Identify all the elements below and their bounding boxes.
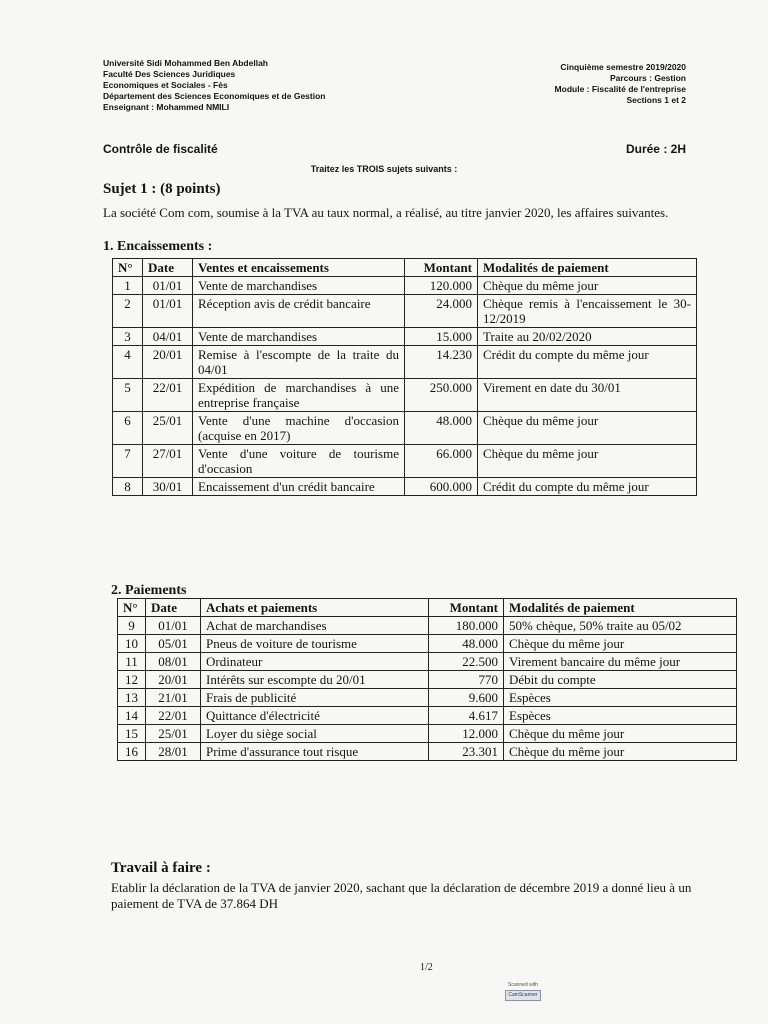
- header-line: Faculté Des Sciences Juridiques: [103, 69, 236, 79]
- row-payment-mode: Espèces: [504, 707, 737, 725]
- table-header-row: [113, 259, 697, 277]
- row-date: 04/01: [143, 328, 193, 346]
- row-payment-mode: Chèque remis à l'encaissement le 30-12/2019: [478, 295, 697, 328]
- row-label: Quittance d'électricité: [201, 707, 429, 725]
- section-title-encaissements: 1. Encaissements :: [103, 239, 213, 254]
- table-row: [118, 707, 737, 725]
- scanner-watermark: [503, 982, 543, 1001]
- row-payment-mode: Chèque du même jour: [478, 412, 697, 445]
- row-date: 21/01: [146, 689, 201, 707]
- row-label: Intérêts sur escompte du 20/01: [201, 671, 429, 689]
- table-row: [118, 671, 737, 689]
- table-row: [113, 478, 697, 496]
- paiements-table: [117, 598, 737, 761]
- row-payment-mode: Crédit du compte du même jour: [478, 346, 697, 379]
- column-header: Modalités de paiement: [478, 259, 697, 277]
- row-amount: 4.617: [429, 707, 504, 725]
- column-header: Date: [146, 599, 201, 617]
- row-date: 01/01: [146, 617, 201, 635]
- table-row: [113, 379, 697, 412]
- row-date: 25/01: [143, 412, 193, 445]
- row-label: Vente d'une voiture de tourisme d'occasion: [193, 445, 405, 478]
- table-row: [118, 743, 737, 761]
- row-amount: 14.230: [405, 346, 478, 379]
- row-date: 01/01: [143, 295, 193, 328]
- row-number: 13: [118, 689, 146, 707]
- row-number: 10: [118, 635, 146, 653]
- table-row: [118, 725, 737, 743]
- table-row: [113, 445, 697, 478]
- exam-duration: Durée : 2H: [625, 142, 686, 156]
- header-line: Cinquième semestre 2019/2020: [560, 62, 686, 72]
- row-number: 9: [118, 617, 146, 635]
- column-header: Montant: [429, 599, 504, 617]
- row-payment-mode: Chèque du même jour: [504, 725, 737, 743]
- row-payment-mode: Traite au 20/02/2020: [478, 328, 697, 346]
- subject-intro: La société Com com, soumise à la TVA au taux normal, a réalisé, au titre janvier 2020, les affaires suivantes.: [103, 205, 669, 220]
- row-date: 25/01: [146, 725, 201, 743]
- subject-title: Sujet 1 : (8 points): [103, 181, 221, 197]
- camscanner-logo: CamScanner: [505, 990, 541, 1001]
- header-line: Université Sidi Mohammed Ben Abdellah: [103, 58, 268, 68]
- row-label: Frais de publicité: [201, 689, 429, 707]
- column-header: Montant: [405, 259, 478, 277]
- course-header: [486, 62, 686, 106]
- row-amount: 48.000: [405, 412, 478, 445]
- exam-title: Contrôle de fiscalité: [103, 142, 218, 156]
- row-date: 28/01: [146, 743, 201, 761]
- row-label: Pneus de voiture de tourisme: [201, 635, 429, 653]
- row-amount: 24.000: [405, 295, 478, 328]
- row-label: Remise à l'escompte de la traite du 04/01: [193, 346, 405, 379]
- header-line: Enseignant : Mohammed NMILI: [103, 102, 230, 112]
- row-label: Vente d'une machine d'occasion (acquise en 2017): [193, 412, 405, 445]
- row-date: 22/01: [143, 379, 193, 412]
- row-payment-mode: Chèque du même jour: [478, 277, 697, 295]
- table-row: [113, 328, 697, 346]
- row-amount: 15.000: [405, 328, 478, 346]
- section-title-paiements: 2. Paiements: [111, 583, 187, 598]
- row-date: 20/01: [146, 671, 201, 689]
- row-label: Expédition de marchandises à une entreprise française: [193, 379, 405, 412]
- page-number: 1/2: [420, 962, 433, 973]
- table-row: [113, 412, 697, 445]
- row-number: 8: [113, 478, 143, 496]
- header-line: Sections 1 et 2: [626, 95, 686, 105]
- column-header: Modalités de paiement: [504, 599, 737, 617]
- row-label: Prime d'assurance tout risque: [201, 743, 429, 761]
- row-label: Vente de marchandises: [193, 277, 405, 295]
- row-payment-mode: 50% chèque, 50% traite au 05/02: [504, 617, 737, 635]
- row-amount: 12.000: [429, 725, 504, 743]
- column-header: N°: [113, 259, 143, 277]
- table-body: [113, 277, 697, 496]
- row-number: 11: [118, 653, 146, 671]
- row-payment-mode: Virement bancaire du même jour: [504, 653, 737, 671]
- row-payment-mode: Crédit du compte du même jour: [478, 478, 697, 496]
- row-amount: 600.000: [405, 478, 478, 496]
- column-header: N°: [118, 599, 146, 617]
- row-payment-mode: Chèque du même jour: [504, 743, 737, 761]
- row-amount: 770: [429, 671, 504, 689]
- row-label: Vente de marchandises: [193, 328, 405, 346]
- table-row: [113, 346, 697, 379]
- row-date: 30/01: [143, 478, 193, 496]
- row-date: 27/01: [143, 445, 193, 478]
- table-row: [118, 653, 737, 671]
- task-title: Travail à faire :: [111, 860, 211, 876]
- row-amount: 120.000: [405, 277, 478, 295]
- row-payment-mode: Chèque du même jour: [504, 635, 737, 653]
- table-row: [118, 617, 737, 635]
- row-payment-mode: Chèque du même jour: [478, 445, 697, 478]
- institution-header: [103, 58, 403, 113]
- row-number: 15: [118, 725, 146, 743]
- row-date: 05/01: [146, 635, 201, 653]
- column-header: Achats et paiements: [201, 599, 429, 617]
- table-header-row: [118, 599, 737, 617]
- header-line: Parcours : Gestion: [609, 73, 686, 83]
- row-amount: 23.301: [429, 743, 504, 761]
- row-number: 7: [113, 445, 143, 478]
- row-number: 1: [113, 277, 143, 295]
- row-amount: 48.000: [429, 635, 504, 653]
- row-label: Achat de marchandises: [201, 617, 429, 635]
- column-header: Date: [143, 259, 193, 277]
- watermark-caption: Scanned with: [507, 982, 539, 988]
- row-amount: 22.500: [429, 653, 504, 671]
- row-payment-mode: Espèces: [504, 689, 737, 707]
- row-amount: 9.600: [429, 689, 504, 707]
- row-number: 2: [113, 295, 143, 328]
- table-row: [118, 689, 737, 707]
- table-row: [118, 635, 737, 653]
- row-amount: 180.000: [429, 617, 504, 635]
- row-date: 08/01: [146, 653, 201, 671]
- row-number: 16: [118, 743, 146, 761]
- table-row: [113, 295, 697, 328]
- row-number: 5: [113, 379, 143, 412]
- row-amount: 66.000: [405, 445, 478, 478]
- row-label: Loyer du siège social: [201, 725, 429, 743]
- row-number: 12: [118, 671, 146, 689]
- encaissements-table: [112, 258, 697, 496]
- header-line: Module : Fiscalité de l'entreprise: [554, 84, 686, 94]
- row-number: 14: [118, 707, 146, 725]
- table-row: [113, 277, 697, 295]
- row-number: 4: [113, 346, 143, 379]
- row-payment-mode: Débit du compte: [504, 671, 737, 689]
- table-body: [118, 617, 737, 761]
- column-header: Ventes et encaissements: [193, 259, 405, 277]
- row-number: 6: [113, 412, 143, 445]
- row-date: 22/01: [146, 707, 201, 725]
- row-label: Encaissement d'un crédit bancaire: [193, 478, 405, 496]
- row-amount: 250.000: [405, 379, 478, 412]
- row-label: Ordinateur: [201, 653, 429, 671]
- exam-instruction: Traitez les TROIS sujets suivants :: [310, 164, 458, 174]
- row-date: 01/01: [143, 277, 193, 295]
- header-line: Département des Sciences Economiques et de Gestion: [103, 91, 326, 101]
- task-text: Etablir la déclaration de la TVA de janvier 2020, sachant que la déclaration de décembre 2019 a donné lieu à un paiement de TVA de 37.864 DH: [111, 880, 692, 911]
- row-payment-mode: Virement en date du 30/01: [478, 379, 697, 412]
- row-number: 3: [113, 328, 143, 346]
- row-date: 20/01: [143, 346, 193, 379]
- header-line: Economiques et Sociales - Fès: [103, 80, 228, 90]
- row-label: Réception avis de crédit bancaire: [193, 295, 405, 328]
